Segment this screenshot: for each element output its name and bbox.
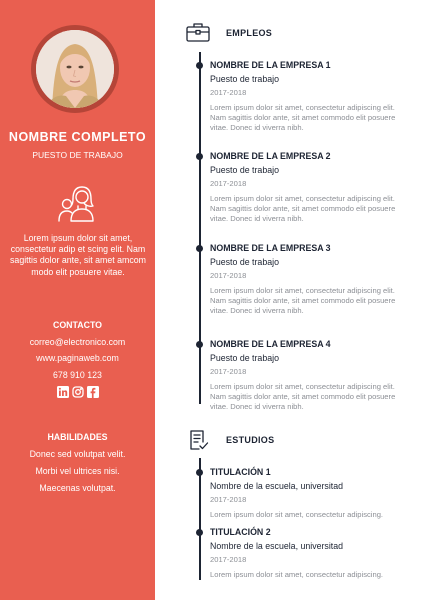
school-name: Nombre de la escuela, universitad: [210, 481, 344, 491]
social-links: [0, 385, 155, 397]
briefcase-icon: [186, 22, 210, 47]
timeline-dot: [196, 62, 203, 69]
email-link[interactable]: correo@electronico.com: [29, 337, 126, 347]
profile-photo: [36, 30, 114, 108]
full-name: NOMBRE COMPLETO: [8, 130, 147, 144]
skill-item: Morbi vel ultrices nisi.: [35, 466, 120, 476]
education-description: Lorem ipsum dolor sit amet, consectetur adipiscing.: [210, 510, 384, 519]
job-description: Lorem ipsum dolor sit amet, consectetur adipiscing elit. Nam sagittis dolor ante, sit amet commodo elit posuere vitae. Donec id viverra nibh.: [210, 286, 396, 315]
job-role: Puesto de trabajo: [210, 165, 279, 175]
phone-number: 678 910 123: [53, 370, 102, 380]
linkedin-icon[interactable]: [57, 385, 69, 397]
about-text: Lorem ipsum dolor sit amet, consectetur adip et scing elit. Nam sagittis dolor ante, sit amet amcom modo elit posuere vitae.: [10, 233, 146, 277]
job-role: Puesto de trabajo: [210, 257, 279, 267]
skills-title: HABILIDADES: [47, 432, 108, 442]
job-entry: [210, 339, 400, 412]
timeline-dot: [196, 341, 203, 348]
degree-name: TITULACIÓN 1: [210, 467, 271, 477]
job-description: Lorem ipsum dolor sit amet, consectetur adipiscing elit. Nam sagittis dolor ante, sit amet commodo elit posuere vitae. Donec id viverra nibh.: [210, 382, 396, 411]
degree-name: TITULACIÓN 2: [210, 527, 271, 537]
job-role: Puesto de trabajo: [210, 353, 279, 363]
school-name: Nombre de la escuela, universitad: [210, 541, 344, 551]
company-name: NOMBRE DE LA EMPRESA 2: [210, 151, 331, 161]
job-dates: 2017-2018: [210, 271, 247, 280]
education-entry: [210, 467, 400, 520]
education-description: Lorem ipsum dolor sit amet, consectetur adipiscing.: [210, 570, 384, 579]
education-title: ESTUDIOS: [226, 435, 275, 445]
checklist-icon: [189, 429, 209, 456]
sidebar: [0, 0, 155, 600]
website-link[interactable]: www.paginaweb.com: [36, 353, 119, 363]
job-dates: 2017-2018: [210, 367, 247, 376]
skill-item: Donec sed volutpat velit.: [29, 449, 126, 459]
job-position: PUESTO DE TRABAJO: [32, 150, 123, 160]
education-dates: 2017-2018: [210, 495, 247, 504]
job-entry: [210, 60, 400, 133]
job-dates: 2017-2018: [210, 179, 247, 188]
company-name: NOMBRE DE LA EMPRESA 4: [210, 339, 331, 349]
education-entry: [210, 527, 400, 580]
job-description: Lorem ipsum dolor sit amet, consectetur adipiscing elit. Nam sagittis dolor ante, sit amet commodo elit posuere vitae. Donec id viverra nibh.: [210, 103, 396, 132]
instagram-icon[interactable]: [72, 385, 84, 397]
education-timeline: [199, 458, 201, 580]
contact-title: CONTACTO: [52, 320, 103, 330]
education-dates: 2017-2018: [210, 555, 247, 564]
timeline-dot: [196, 529, 203, 536]
job-description: Lorem ipsum dolor sit amet, consectetur adipiscing elit. Nam sagittis dolor ante, sit amet commodo elit posuere vitae. Donec id viverra nibh.: [210, 194, 396, 223]
job-entry: [210, 243, 400, 316]
people-icon: [56, 184, 100, 227]
profile-photo-frame: [31, 25, 119, 113]
timeline-dot: [196, 153, 203, 160]
timeline-dot: [196, 469, 203, 476]
company-name: NOMBRE DE LA EMPRESA 1: [210, 60, 331, 70]
employment-timeline: [199, 52, 201, 404]
skill-item: Maecenas volutpat.: [39, 483, 116, 493]
timeline-dot: [196, 245, 203, 252]
company-name: NOMBRE DE LA EMPRESA 3: [210, 243, 331, 253]
facebook-icon[interactable]: [87, 385, 99, 397]
job-entry: [210, 151, 400, 224]
job-dates: 2017-2018: [210, 88, 247, 97]
job-role: Puesto de trabajo: [210, 74, 279, 84]
employment-title: EMPLEOS: [226, 28, 273, 38]
